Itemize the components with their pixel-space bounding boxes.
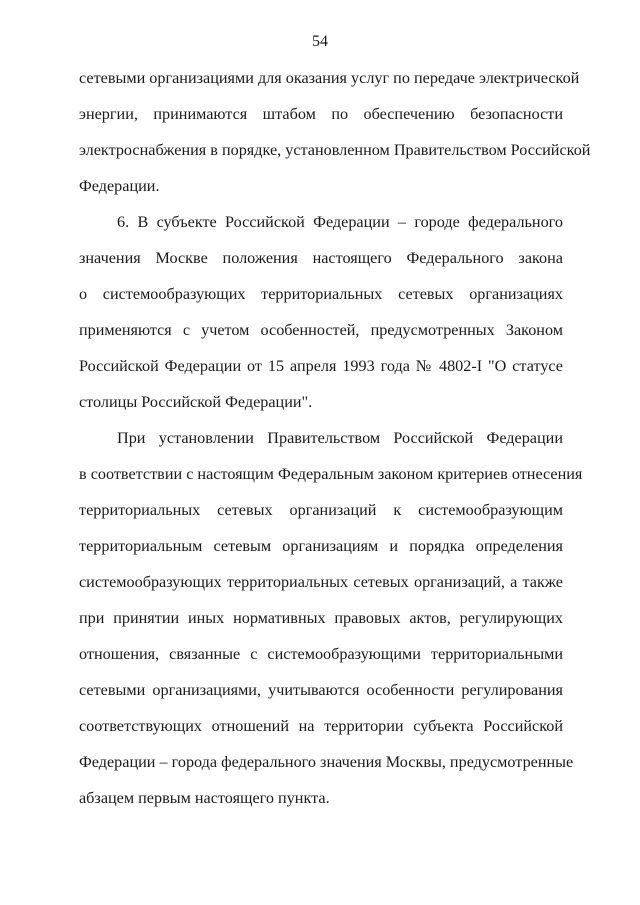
text-line: соответствующих отношений на территории субъекта Российской <box>79 717 563 735</box>
text-line: электроснабжения в порядке, установленном Правительством Российской <box>79 141 591 159</box>
text-line: столицы Российской Федерации". <box>79 393 313 411</box>
text-line: абзацем первым настоящего пункта. <box>79 789 330 807</box>
text-line: сетевыми организациями для оказания услуг по передаче электрической <box>79 69 580 87</box>
text-line: территориальных сетевых организаций к системообразующим <box>79 501 563 519</box>
text-line: Российской Федерации от 15 апреля 1993 года № 4802-I "О статусе <box>79 357 563 375</box>
text-line: значения Москве положения настоящего Федерального закона <box>79 249 563 267</box>
page-number: 54 <box>312 33 328 50</box>
text-line: в соответствии с настоящим Федеральным законом критериев отнесения <box>79 465 583 483</box>
text-line: 6. В субъекте Российской Федерации – городе федерального <box>117 213 563 231</box>
text-line: Федерации – города федерального значения Москвы, предусмотренные <box>79 753 574 771</box>
text-line: Федерации. <box>79 177 160 195</box>
text-line: отношения, связанные с системообразующими территориальными <box>79 645 563 663</box>
text-line: применяются с учетом особенностей, предусмотренных Законом <box>79 321 563 339</box>
text-line: системообразующих территориальных сетевых организаций, а также <box>79 573 563 591</box>
text-line: энергии, принимаются штабом по обеспечению безопасности <box>79 105 563 123</box>
text-line: при принятии иных нормативных правовых актов, регулирующих <box>79 609 563 627</box>
text-line: сетевыми организациями, учитываются особенности регулирования <box>79 681 563 699</box>
text-line: о системообразующих территориальных сетевых организациях <box>79 285 563 303</box>
text-line: территориальным сетевым организациям и порядка определения <box>79 537 563 555</box>
text-line: При установлении Правительством Российской Федерации <box>117 429 563 447</box>
